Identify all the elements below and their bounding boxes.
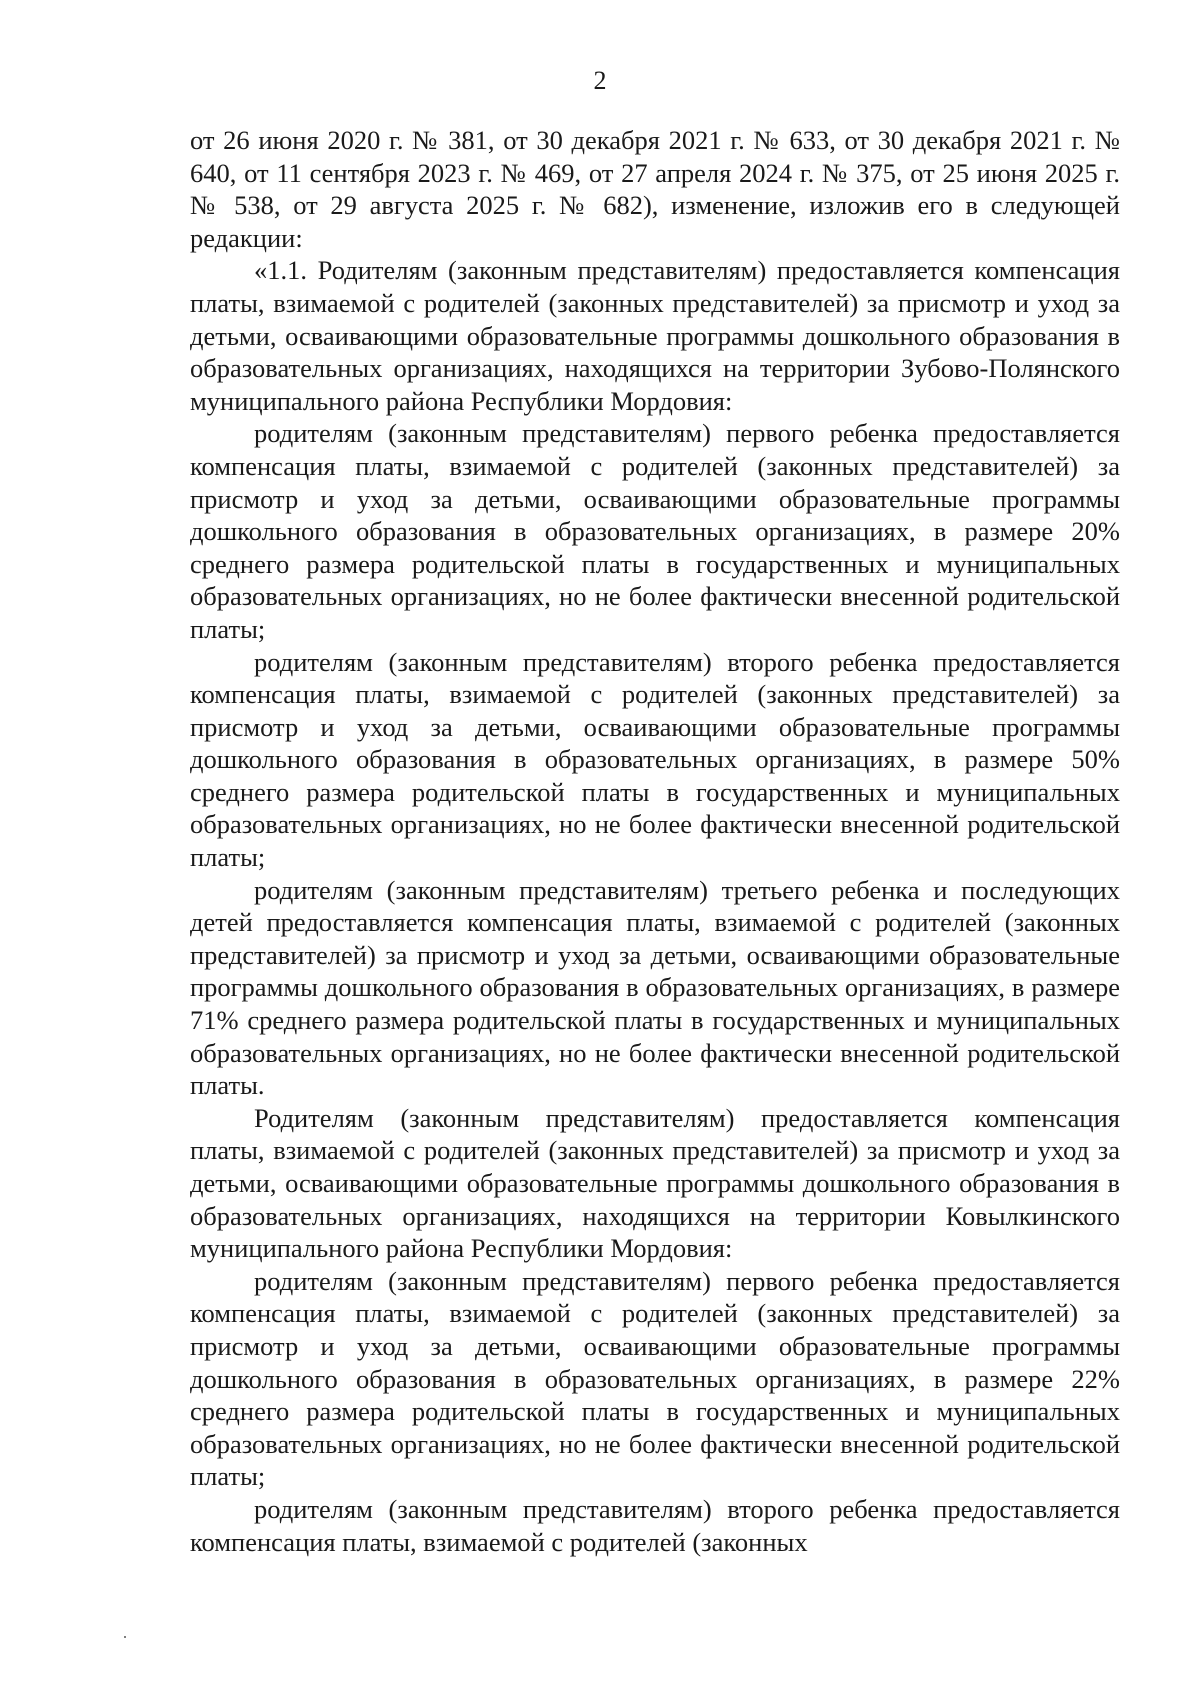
paragraph-kovylkino-first-child: родителям (законным представителям) первого ребенка предоставляется компенсация платы, взимаемой с родителей (законных представителей) за присмотр и уход за детьми, осваивающими образовательные программы дошкольного образования в образовательных организациях, в размере 22% среднего размера родительской платы в государственных и муниципальных образовательных организациях, но не более фактически внесенной родительской платы; bbox=[190, 1265, 1120, 1492]
scan-speck bbox=[124, 1636, 126, 1638]
paragraph-zubovo-second-child: родителям (законным представителям) второго ребенка предоставляется компенсация платы, взимаемой с родителей (законных представителей) за присмотр и уход за детьми, осваивающими образовательные программы дошкольного образования в образовательных организациях, в размере 50% среднего размера родительской платы в государственных и муниципальных образовательных организациях, но не более фактически внесенной родительской платы; bbox=[190, 646, 1120, 873]
paragraph-clause-1-1: «1.1. Родителям (законным представителям) предоставляется компенсация платы, взимаемой с родителей (законных представителей) за присмотр и уход за детьми, осваивающими образовательные программы дошкольного образования в образовательных организациях, находящихся на территории Зубово-Полянского муниципального района Республики Мордовия: bbox=[190, 255, 1120, 416]
page-number: 2 bbox=[593, 66, 607, 95]
paragraph-zubovo-third-child: родителям (законным представителям) третьего ребенка и последующих детей предоставляется компенсация платы, взимаемой с родителей (законных представителей) за присмотр и уход за детьми, осваивающими образовательные программы дошкольного образования в образовательных организациях, в размере 71% среднего размера родительской платы в государственных и муниципальных образовательных организациях, но не более фактически внесенной родительской платы. bbox=[190, 874, 1120, 1101]
paragraph-zubovo-first-child: родителям (законным представителям) первого ребенка предоставляется компенсация платы, взимаемой с родителей (законных представителей) за присмотр и уход за детьми, осваивающими образовательные программы дошкольного образования в образовательных организациях, в размере 20% среднего размера родительской платы в государственных и муниципальных образовательных организациях, но не более фактически внесенной родительской платы; bbox=[190, 418, 1120, 644]
paragraph-amendment-intro: от 26 июня 2020 г. № 381, от 30 декабря 2021 г. № 633, от 30 декабря 2021 г. № 640, от 11 сентября 2023 г. № 469, от 27 апреля 2024 г. № 375, от 25 июня 2025 г. № 538, от 29 августа 2025 г. № 682), изменение, изложив его в следующей редакции: bbox=[190, 125, 1120, 253]
paragraph-kovylkino-second-child: родителям (законным представителям) второго ребенка предоставляется компенсация платы, взимаемой с родителей (законных bbox=[190, 1493, 1120, 1557]
document-body bbox=[190, 124, 1120, 1558]
paragraph-kovylkino-intro: Родителям (законным представителям) предоставляется компенсация платы, взимаемой с родителей (законных представителей) за присмотр и уход за детьми, осваивающими образовательные программы дошкольного образования в образовательных организациях, находящихся на территории Ковылкинского муниципального района Республики Мордовия: bbox=[190, 1102, 1120, 1264]
